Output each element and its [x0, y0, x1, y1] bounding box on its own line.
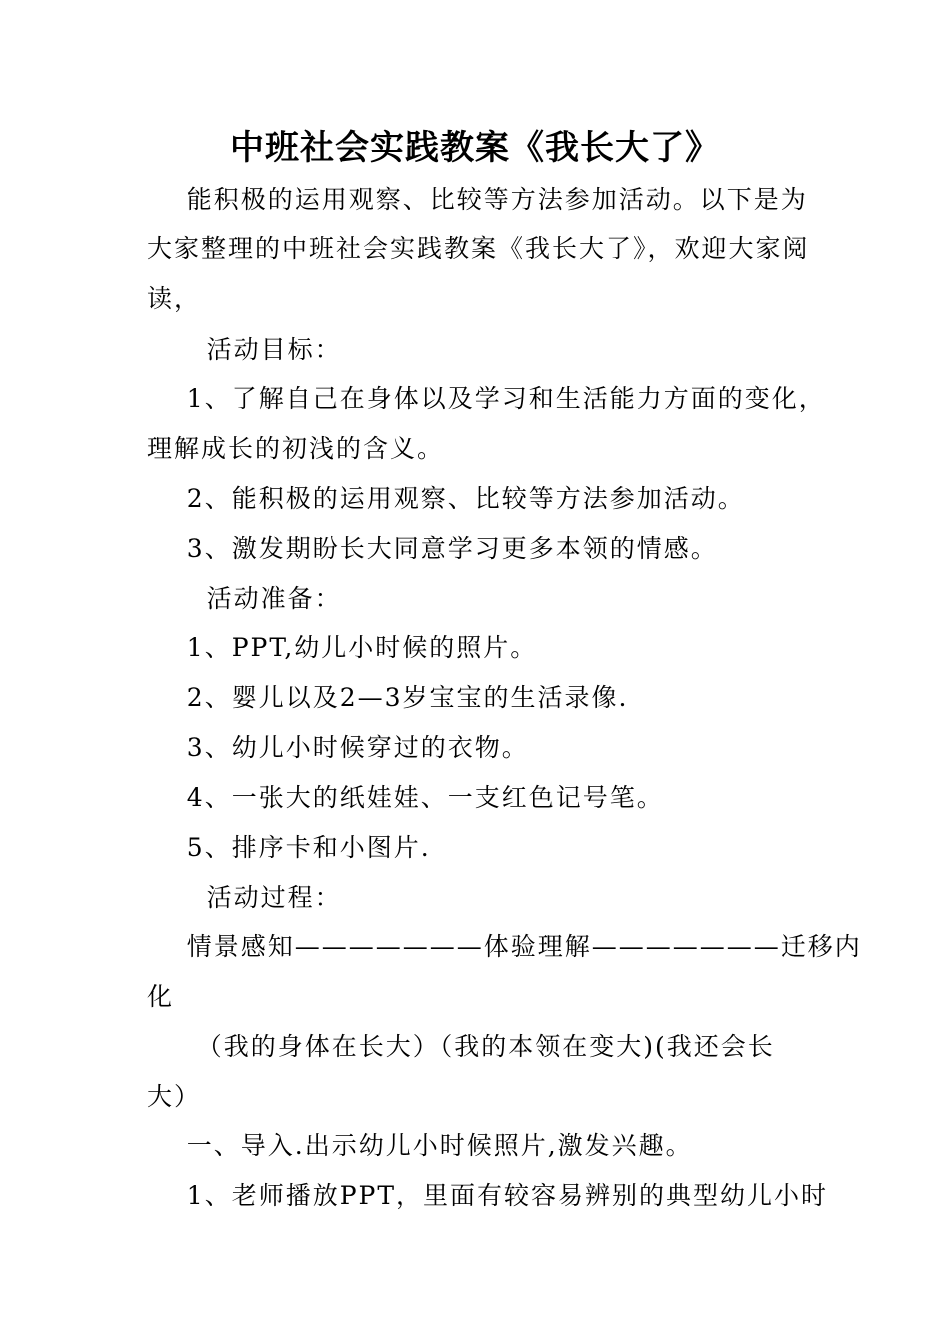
body-line-5: 1、了解自己在身体以及学习和生活能力方面的变化， [147, 384, 826, 413]
body-line-14: 5、排序卡和小图片. [147, 833, 431, 862]
body-line-13: 4、一张大的纸娃娃、一支红色记号笔。 [147, 783, 664, 812]
body-line-11: 2、婴儿以及2—3岁宝宝的生活录像. [147, 683, 629, 712]
section-heading-preparation: 活动准备： [147, 584, 342, 613]
body-line-7: 2、能积极的运用观察、比较等方法参加活动。 [147, 484, 745, 513]
section-heading-goals: 活动目标： [147, 335, 342, 364]
section-heading-process: 活动过程： [147, 883, 342, 912]
body-line-3: 读， [147, 284, 202, 313]
body-line-6: 理解成长的初浅的含义。 [147, 434, 445, 463]
body-line-21: 1、老师播放PPT，里面有较容易辨别的典型幼儿小时 [147, 1181, 829, 1210]
body-line-16: 情景感知———————体验理解———————迁移内 [147, 932, 862, 961]
body-line-10: 1、PPT,幼儿小时候的照片。 [147, 633, 538, 662]
body-line-19: 大） [147, 1082, 202, 1111]
body-line-20: 一、导入.出示幼儿小时候照片,激发兴趣。 [147, 1131, 693, 1160]
body-line-12: 3、幼儿小时候穿过的衣物。 [147, 733, 529, 762]
body-line-1: 能积极的运用观察、比较等方法参加活动。以下是为 [147, 185, 808, 214]
body-line-8: 3、激发期盼长大同意学习更多本领的情感。 [147, 534, 718, 563]
body-line-18: （我的身体在长大）（我的本领在变大)(我还会长 [147, 1032, 775, 1061]
body-line-17: 化 [147, 982, 175, 1011]
body-line-2: 大家整理的中班社会实践教案《我长大了》，欢迎大家阅 [147, 234, 810, 263]
document-title: 中班社会实践教案《我长大了》 [230, 128, 720, 168]
